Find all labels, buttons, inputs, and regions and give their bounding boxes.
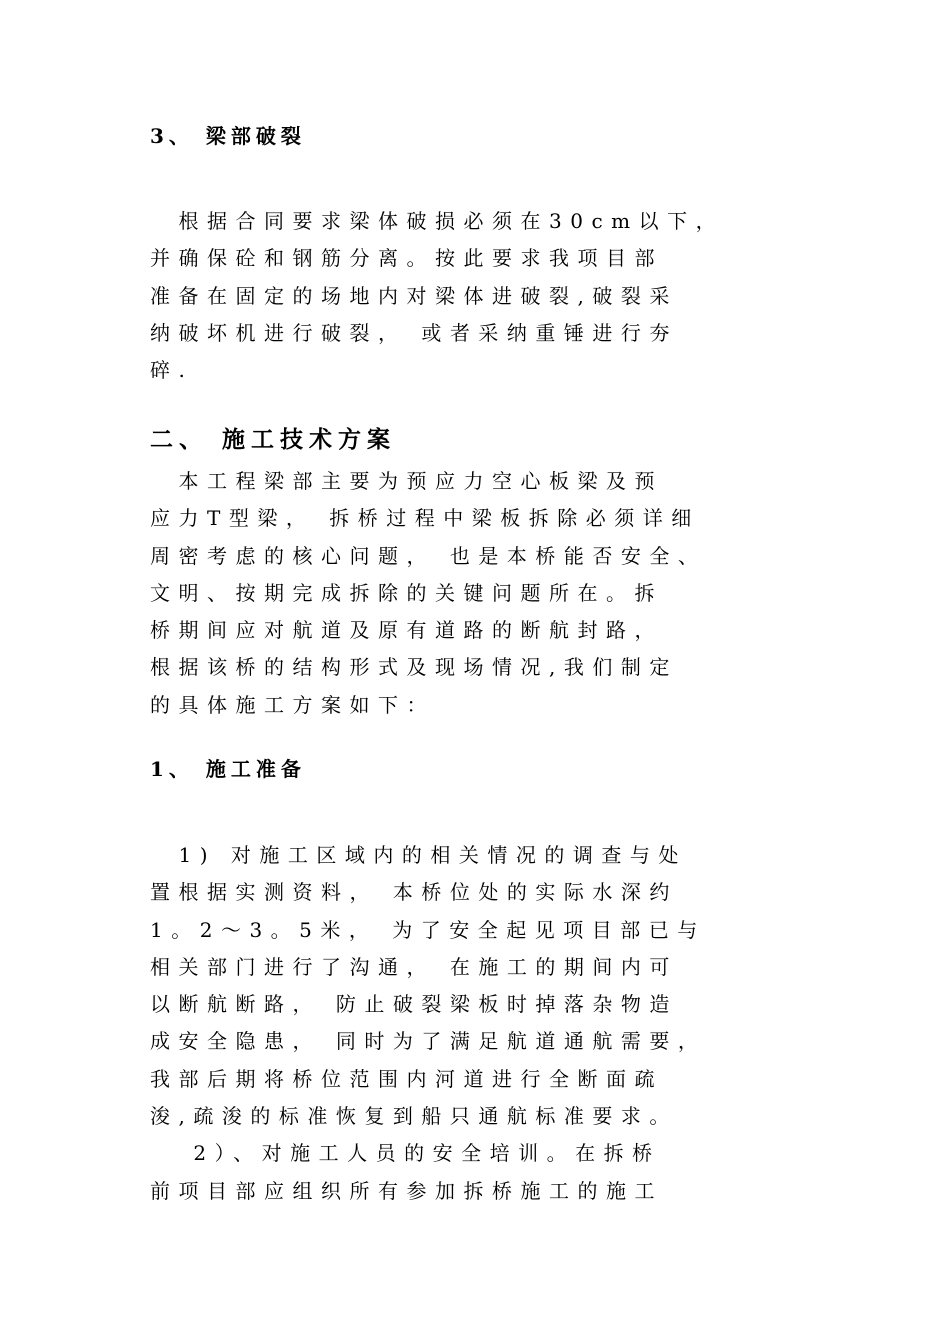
paragraph-line: 成安全隐患， 同时为了满足航道通航需要， [150,1029,707,1054]
paragraph-line: 1。2～3。5米， 为了安全起见项目部已与 [150,917,706,942]
paragraph-line: 应力T型梁， 拆桥过程中梁板拆除必须详细 [150,506,700,531]
section-1-heading: 1、 施工准备 [150,757,306,781]
paragraph-line: 相关部门进行了沟通， 在施工的期间内可 [150,954,678,979]
paragraph-line: 周密考虑的核心问题， 也是本桥能否安全、 [150,543,707,568]
paragraph-line: 并确保砼和钢筋分离。按此要求我项目部 [150,246,663,271]
part-2-heading: 二、 施工技术方案 [150,426,397,453]
paragraph-line: 浚,疏浚的标准恢复到船只通航标准要求。 [150,1104,678,1129]
paragraph-line: 文明、按期完成拆除的关键问题所在。拆 [150,580,663,605]
section-3-heading: 3、 梁部破裂 [150,124,306,148]
paragraph-line: 根据合同要求梁体破损必须在30cm以下， [150,209,725,233]
paragraph-line: 本工程梁部主要为预应力空心板梁及预 [150,469,663,493]
paragraph-line: 桥期间应对航道及原有道路的断航封路， [150,618,663,643]
paragraph-line: 碎. [150,358,194,383]
paragraph-line: 置根据实测资料， 本桥位处的实际水深约 [150,880,678,905]
paragraph-line: 纳破坏机进行破裂， 或者采纳重锤进行夯 [150,320,678,345]
paragraph-line: 准备在固定的场地内对梁体进破裂,破裂采 [150,283,678,308]
paragraph-line: 根据该桥的结构形式及现场情况,我们制定 [150,655,678,680]
paragraph-line: 我部后期将桥位范围内河道进行全断面疏 [150,1066,663,1091]
part-2-paragraph [150,463,790,724]
paragraph-line: 前项目部应组织所有参加拆桥施工的施工 [150,1178,663,1203]
paragraph-line: 2）、对施工人员的安全培训。在拆桥 [150,1141,661,1166]
paragraph-line: 的具体施工方案如下： [150,692,435,717]
paragraph-line: 以断航断路， 防止破裂梁板时掉落杂物造 [150,992,678,1017]
paragraph-line: 1) 对施工区域内的相关情况的调查与处 [150,843,687,867]
section-3-paragraph [150,203,790,389]
section-1-paragraph [150,837,790,1210]
